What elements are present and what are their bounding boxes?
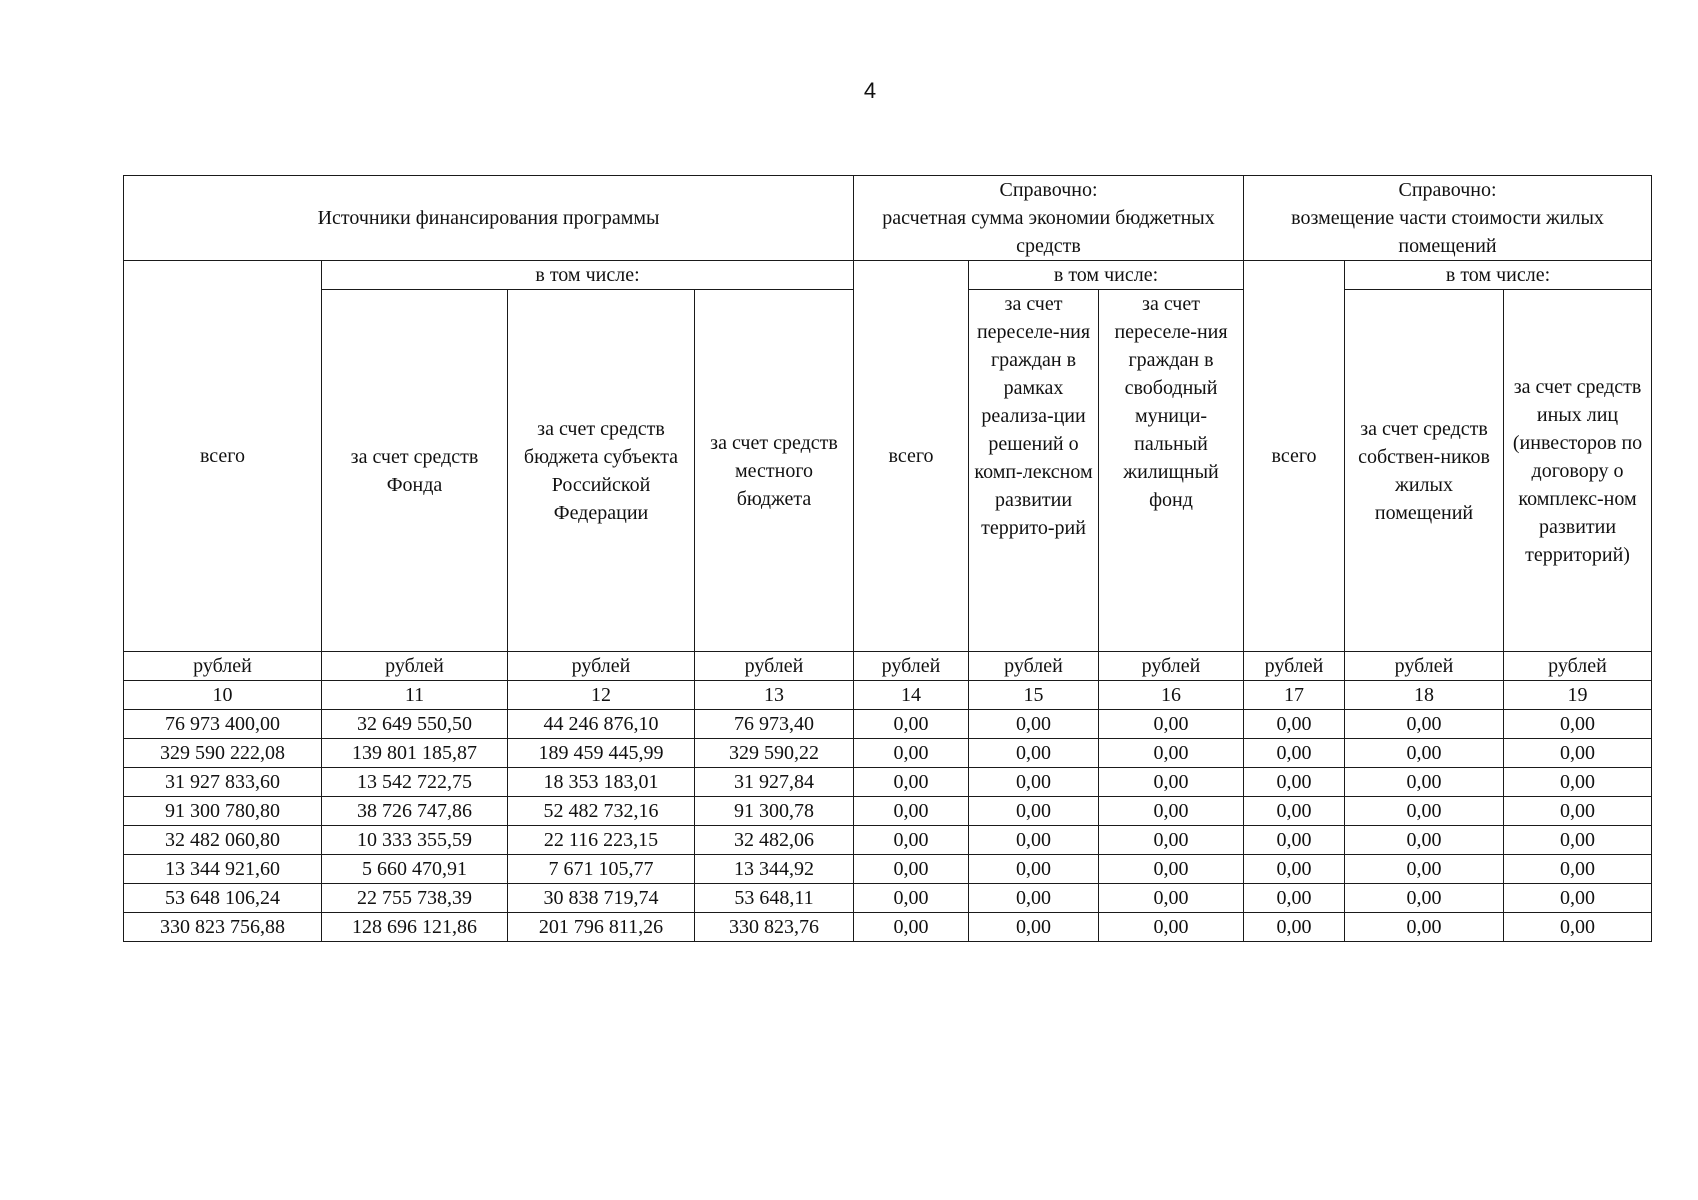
page-number: 4 [863,78,877,103]
unit-cell: рублей [322,652,508,681]
column-number: 14 [854,681,969,710]
economy-in-that-number: в том числе: [969,261,1244,290]
column-number: 10 [124,681,322,710]
table-cell: 0,00 [1244,797,1345,826]
table-cell: 0,00 [1345,768,1504,797]
table-cell: 32 649 550,50 [322,710,508,739]
table-cell: 0,00 [1099,826,1244,855]
units-row [124,652,1652,681]
unit-cell: рублей [1244,652,1345,681]
table-cell: 31 927,84 [695,768,854,797]
table-cell: 5 660 470,91 [322,855,508,884]
table-cell: 13 344 921,60 [124,855,322,884]
unit-cell: рублей [124,652,322,681]
table-cell: 0,00 [1504,855,1652,884]
col-compensation-total: всего [1244,261,1345,652]
table-cell: 76 973 400,00 [124,710,322,739]
col-other-persons: за счет средств иных лиц (инвесторов по договору о комплекс-ном развитии территорий) [1504,290,1652,652]
column-number: 15 [969,681,1099,710]
table-row [124,826,1652,855]
table-cell: 0,00 [1504,913,1652,942]
table-cell: 0,00 [1244,884,1345,913]
table-cell: 0,00 [969,710,1099,739]
column-number: 19 [1504,681,1652,710]
col-fund: за счет средств Фонда [322,290,508,652]
table-cell: 0,00 [969,797,1099,826]
table-cell: 0,00 [1345,826,1504,855]
table-cell: 0,00 [854,826,969,855]
table-cell: 329 590 222,08 [124,739,322,768]
column-number: 13 [695,681,854,710]
table-cell: 76 973,40 [695,710,854,739]
table-cell: 7 671 105,77 [508,855,695,884]
col-sources-total: всего [124,261,322,652]
table-cell: 0,00 [969,855,1099,884]
table-row [124,710,1652,739]
table-cell: 53 648,11 [695,884,854,913]
table-cell: 0,00 [1244,826,1345,855]
column-number: 11 [322,681,508,710]
table-cell: 31 927 833,60 [124,768,322,797]
header-economy-text: Справочно: расчетная сумма экономии бюджетных средств [882,179,1215,257]
table-cell: 91 300 780,80 [124,797,322,826]
table-row [124,855,1652,884]
col-subject-budget: за счет средств бюджета субъекта Российской Федерации [508,290,695,652]
table-cell: 0,00 [1345,884,1504,913]
table-cell: 0,00 [969,913,1099,942]
table-cell: 32 482,06 [695,826,854,855]
col-economy-total: всего [854,261,969,652]
table-cell: 0,00 [854,884,969,913]
table-cell: 0,00 [1099,710,1244,739]
col-local-budget: за счет средств местного бюджета [695,290,854,652]
table-cell: 0,00 [969,826,1099,855]
column-number: 17 [1244,681,1345,710]
table-cell: 22 755 738,39 [322,884,508,913]
table-row [124,884,1652,913]
table-cell: 13 542 722,75 [322,768,508,797]
col-relocation-municipal: за счет переселе-ния граждан в свободный муници-пальный жилищный фонд [1099,290,1244,652]
table-cell: 330 823 756,88 [124,913,322,942]
column-numbers-row [124,681,1652,710]
unit-cell: рублей [1345,652,1504,681]
table-cell: 0,00 [1504,710,1652,739]
table-cell: 0,00 [1504,826,1652,855]
unit-cell: рублей [854,652,969,681]
column-number: 18 [1345,681,1504,710]
table-cell: 330 823,76 [695,913,854,942]
table-cell: 201 796 811,26 [508,913,695,942]
table-cell: 0,00 [969,739,1099,768]
table-cell: 0,00 [1504,739,1652,768]
unit-cell: рублей [969,652,1099,681]
table-cell: 0,00 [854,913,969,942]
table-row [124,768,1652,797]
table-cell: 128 696 121,86 [322,913,508,942]
table-cell: 0,00 [1244,913,1345,942]
table-cell: 0,00 [1504,768,1652,797]
table-cell: 53 648 106,24 [124,884,322,913]
financing-table [123,175,1652,942]
unit-cell: рублей [695,652,854,681]
table-row [124,913,1652,942]
table-row [124,739,1652,768]
table-cell: 0,00 [854,739,969,768]
unit-cell: рублей [508,652,695,681]
header-sources: Источники финансирования программы [124,176,854,261]
table-cell: 30 838 719,74 [508,884,695,913]
table-cell: 0,00 [1345,797,1504,826]
col-relocation-complex: за счет переселе-ния граждан в рамках реализа-ции решений о комп-лексном развитии террито-рий [969,290,1099,652]
table-cell: 0,00 [1244,768,1345,797]
table-cell: 0,00 [969,884,1099,913]
table-cell: 189 459 445,99 [508,739,695,768]
table-cell: 10 333 355,59 [322,826,508,855]
table-cell: 38 726 747,86 [322,797,508,826]
col-owners: за счет средств собствен-ников жилых помещений [1345,290,1504,652]
table-cell: 91 300,78 [695,797,854,826]
unit-cell: рублей [1504,652,1652,681]
unit-cell: рублей [1099,652,1244,681]
table-cell: 0,00 [1504,797,1652,826]
table-cell: 0,00 [1099,884,1244,913]
table-cell: 18 353 183,01 [508,768,695,797]
table-cell: 0,00 [854,768,969,797]
table-cell: 22 116 223,15 [508,826,695,855]
table-cell: 52 482 732,16 [508,797,695,826]
table-row [124,797,1652,826]
table-cell: 0,00 [854,855,969,884]
table-cell: 32 482 060,80 [124,826,322,855]
table-cell: 0,00 [1504,884,1652,913]
table-cell: 0,00 [1244,739,1345,768]
table-cell: 0,00 [1099,855,1244,884]
header-compensation [1244,176,1652,261]
column-number: 12 [508,681,695,710]
table-cell: 0,00 [854,797,969,826]
table-cell: 0,00 [1345,739,1504,768]
table-cell: 0,00 [1244,855,1345,884]
compensation-in-that-number: в том числе: [1345,261,1652,290]
header-compensation-text: Справочно: возмещение части стоимости жилых помещений [1291,179,1604,257]
table-cell: 44 246 876,10 [508,710,695,739]
table-cell: 0,00 [1345,855,1504,884]
table-cell: 0,00 [1099,797,1244,826]
table-cell: 0,00 [854,710,969,739]
table-cell: 0,00 [969,768,1099,797]
table-cell: 0,00 [1099,739,1244,768]
table-cell: 0,00 [1099,768,1244,797]
table-cell: 0,00 [1099,913,1244,942]
column-number: 16 [1099,681,1244,710]
header-economy [854,176,1244,261]
sources-in-that-number: в том числе: [322,261,854,290]
table-cell: 329 590,22 [695,739,854,768]
table-cell: 0,00 [1345,710,1504,739]
table-cell: 139 801 185,87 [322,739,508,768]
table-cell: 13 344,92 [695,855,854,884]
table-cell: 0,00 [1345,913,1504,942]
table-cell: 0,00 [1244,710,1345,739]
